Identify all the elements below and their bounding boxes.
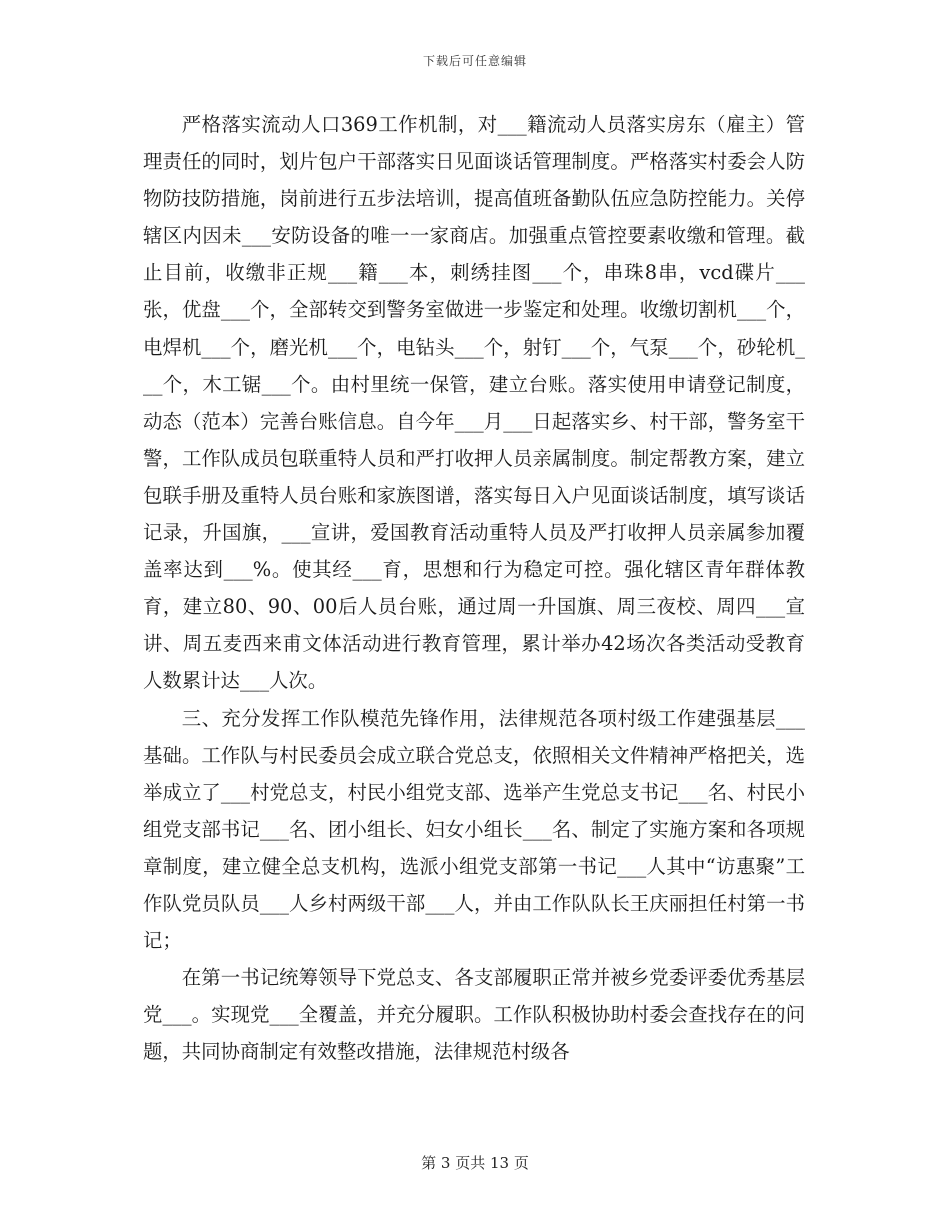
paragraph-3: 在第一书记统筹领导下党总支、各支部履职正常并被乡党委评委优秀基层党___。实现党___全覆盖，并充分履职。工作队积极协助村委会查找存在的问题，共同协商制定有效整改措施，法律规范村级各 (143, 966, 805, 1064)
document-body (143, 106, 805, 1070)
page-number: 第 3 页共 13 页 (421, 1154, 529, 1172)
page-header: 下载后可任意编辑 (422, 54, 527, 68)
paragraph-1: 严格落实流动人口369工作机制，对___籍流动人员落实房东（雇主）管理责任的同时，划片包户干部落实日见面谈话管理制度。严格落实村委会人防物防技防措施，岗前进行五步法培训，提高值班备勤队伍应急防控能力。关停辖区内因未___安防设备的唯一一家商店。加强重点管控要素收缴和管理。截止目前，收缴非正规___籍___本，刺绣挂图___个，串珠8串，vcd碟片___张，优盘___个，全部转交到警务室做进一步鉴定和处理。收缴切割机___个，电焊机___个，磨光机___个，电钻头___个，射钉___个，气泵___个，砂轮机___个，木工锯___个。由村里统一保管，建立台账。落实使用申请登记制度，动态（范本）完善台账信息。自今年___月___日起落实乡、村干部，警务室干警，工作队成员包联重特人员和严打收押人员亲属制度。制定帮教方案，建立包联手册及重特人员台账和家族图谱，落实每日入户见面谈话制度，填写谈话记录，升国旗，___宣讲，爱国教育活动重特人员及严打收押人员亲属参加覆盖率达到___%。使其经___育，思想和行为稳定可控。强化辖区青年群体教育，建立80、90、00后人员台账，通过周一升国旗、周三夜校、周四___宣讲、周五麦西来甫文体活动进行教育管理，累计举办42场次各类活动受教育人数累计达___人次。 (143, 113, 805, 693)
paragraph-2: 三、充分发挥工作队模范先锋作用，法律规范各项村级工作建强基层___基础。工作队与村民委员会成立联合党总支，依照相关文件精神严格把关，选举成立了___村党总支，村民小组党支部、选举产生党总支书记___名、村民小组党支部书记___名、团小组长、妇女小组长___名、制定了实施方案和各项规章制度，建立健全总支机构，选派小组党支部第一书记___人其中“访惠聚”工作队党员队员___人乡村两级干部___人，并由工作队队长王庆丽担任村第一书记； (143, 706, 805, 953)
